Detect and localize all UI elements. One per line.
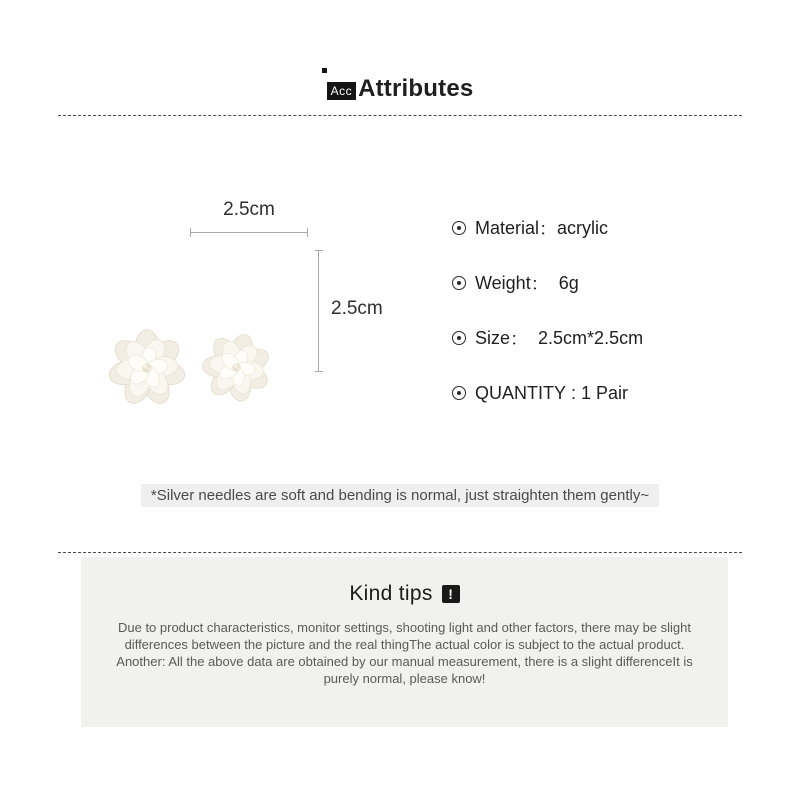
attribute-separator: ： bbox=[530, 274, 559, 294]
kind-tips-title-row bbox=[81, 582, 728, 606]
kind-tips-title: Kind tips bbox=[349, 582, 433, 605]
attribute-row-material bbox=[452, 216, 643, 240]
note-row bbox=[0, 484, 800, 507]
circled-dot-icon bbox=[452, 331, 466, 345]
height-dimension-label: 2.5cm bbox=[331, 298, 383, 319]
acc-badge: Acc bbox=[327, 82, 357, 100]
exclamation-icon: ! bbox=[442, 585, 460, 603]
section-header-inner bbox=[327, 76, 474, 102]
section-header bbox=[0, 76, 800, 102]
attribute-value: 6g bbox=[558, 272, 579, 293]
height-dimension-line bbox=[318, 250, 319, 372]
attribute-label: Material bbox=[475, 217, 540, 238]
attribute-row-size bbox=[452, 326, 643, 350]
kind-tips-line: purely normal, please know! bbox=[323, 671, 486, 686]
page-title: Attributes bbox=[358, 75, 474, 102]
attribute-separator: ： bbox=[510, 329, 539, 349]
attribute-value: 2.5cm*2.5cm bbox=[538, 327, 644, 348]
kind-tips-line: differences between the picture and the real thingThe actual color is subject to the actual product. bbox=[124, 637, 685, 652]
kind-tips-line: Due to product characteristics, monitor settings, shooting light and other factors, there may be slight bbox=[117, 620, 691, 635]
kind-tips-body bbox=[81, 619, 728, 687]
circled-dot-icon bbox=[452, 276, 466, 290]
width-dimension-label: 2.5cm bbox=[223, 199, 275, 220]
circled-dot-icon bbox=[452, 386, 466, 400]
black-square-icon bbox=[322, 68, 327, 73]
flower-earring-right bbox=[193, 324, 281, 412]
width-dimension-line bbox=[190, 232, 308, 233]
attribute-label: Weight bbox=[475, 272, 531, 293]
attribute-value: 1 Pair bbox=[581, 382, 629, 403]
attribute-list bbox=[452, 216, 643, 436]
kind-tips-line: Another: All the above data are obtained by our manual measurement, there is a slight differenceIt is bbox=[116, 654, 693, 669]
flower-earring-left bbox=[107, 328, 187, 408]
kind-tips-box bbox=[81, 557, 728, 727]
attribute-value: acrylic bbox=[557, 217, 609, 238]
attribute-separator: : bbox=[566, 382, 582, 403]
attribute-separator: ： bbox=[539, 219, 558, 239]
dashed-divider-bottom bbox=[58, 552, 742, 553]
circled-dot-icon bbox=[452, 221, 466, 235]
attribute-label: Size bbox=[475, 327, 511, 348]
silver-needle-note: *Silver needles are soft and bending is normal, just straighten them gently~ bbox=[141, 484, 659, 507]
attribute-label: QUANTITY bbox=[475, 382, 567, 403]
attribute-row-quantity bbox=[452, 381, 643, 405]
attribute-row-weight bbox=[452, 271, 643, 295]
dashed-divider-top bbox=[58, 115, 742, 116]
